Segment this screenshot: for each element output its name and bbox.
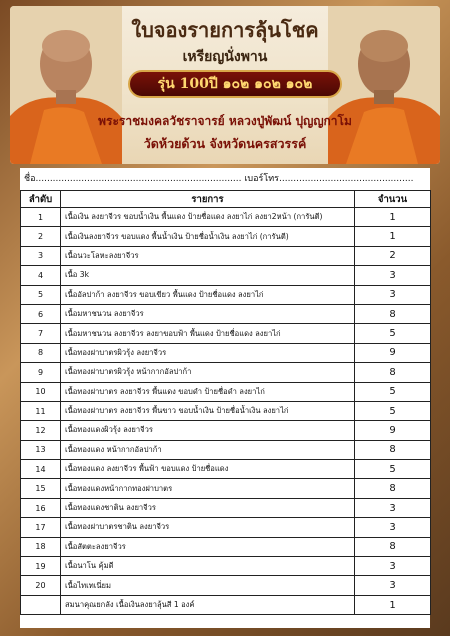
row-item: เนื้อทองฝาบาตรผิวรุ้ง หน้ากากอัลปาก้า	[61, 363, 355, 382]
row-quantity: 8	[355, 537, 431, 556]
row-item: เนื้อทองฝาบาตร ลงยาจีวร พื้นแดง ขอบดำ ป้ายชื่อดำ ลงยาไก่	[61, 382, 355, 401]
row-quantity: 9	[355, 343, 431, 362]
row-number: 2	[21, 227, 61, 246]
row-number: 11	[21, 401, 61, 420]
table-row	[21, 460, 431, 479]
table-row	[21, 595, 431, 614]
row-number: 6	[21, 304, 61, 323]
row-quantity: 2	[355, 246, 431, 265]
row-number: 3	[21, 246, 61, 265]
row-quantity: 3	[355, 576, 431, 595]
table-row	[21, 518, 431, 537]
table-row	[21, 479, 431, 498]
row-item: เนื้อมหาชนวน ลงยาจีวร	[61, 304, 355, 323]
table-row	[21, 557, 431, 576]
row-quantity: 5	[355, 382, 431, 401]
table-row	[21, 246, 431, 265]
monk-title: พระราชมงคลวัชราจารย์ หลวงปู่พัฒน์ ปุญญกาโม	[98, 114, 352, 128]
row-number: 16	[21, 498, 61, 517]
row-quantity: 3	[355, 518, 431, 537]
row-item: เนื้อทองแดง ลงยาจีวร พื้นฟ้า ขอบแดง ป้ายชื่อแดง	[61, 460, 355, 479]
row-quantity: 8	[355, 440, 431, 459]
row-number: 13	[21, 440, 61, 459]
row-item: เนื้อทองแดง หน้ากากอัลปาก้า	[61, 440, 355, 459]
table-header-row	[21, 191, 431, 208]
row-item: เนื้อทองแดงหน้ากากทองฝาบาตร	[61, 479, 355, 498]
row-quantity: 8	[355, 363, 431, 382]
table-row	[21, 440, 431, 459]
row-number: 17	[21, 518, 61, 537]
table-row	[21, 343, 431, 362]
table-row	[21, 285, 431, 304]
row-item: สมนาคุณยกลัง เนื้อเงินลงยาลุ้นสี 1 องค์	[61, 595, 355, 614]
table-row	[21, 576, 431, 595]
column-header-qty: จำนวน	[355, 191, 431, 208]
row-item: เนื้อทองฝาบาตร ลงยาจีวร พื้นขาว ขอบน้ำเงิน ป้ายชื่อน้ำเงิน ลงยาไก่	[61, 401, 355, 420]
row-quantity: 5	[355, 401, 431, 420]
table-row	[21, 421, 431, 440]
table-row	[21, 266, 431, 285]
document-title: ใบจองรายการลุ้นโชค	[131, 18, 319, 42]
row-number: 20	[21, 576, 61, 595]
row-quantity: 5	[355, 324, 431, 343]
row-item: เนื้อเงินลงยาจีวร ขอบแดง พื้นน้ำเงิน ป้ายชื่อน้ำเงิน ลงยาไก่ (การันตี)	[61, 227, 355, 246]
table-row	[21, 304, 431, 323]
order-table	[20, 190, 431, 615]
row-quantity: 8	[355, 304, 431, 323]
row-number: 5	[21, 285, 61, 304]
row-number: 18	[21, 537, 61, 556]
row-quantity: 8	[355, 479, 431, 498]
name-phone-field[interactable]: ชื่อ........................................................................ เบอร์โทร...............................................	[24, 174, 414, 184]
row-item: เนื้อนวะโลหะลงยาจีวร	[61, 246, 355, 265]
row-quantity: 3	[355, 498, 431, 517]
table-row	[21, 537, 431, 556]
table-row	[21, 498, 431, 517]
table-row	[21, 324, 431, 343]
header-panel	[10, 6, 440, 164]
row-number: 10	[21, 382, 61, 401]
row-number: 9	[21, 363, 61, 382]
temple-location: วัดห้วยด้วน จังหวัดนครสวรรค์	[143, 136, 307, 151]
column-header-item: รายการ	[61, 191, 355, 208]
row-quantity: 5	[355, 460, 431, 479]
row-quantity: 1	[355, 227, 431, 246]
row-number: 8	[21, 343, 61, 362]
row-item: เนื้อเงิน ลงยาจีวร ขอบน้ำเงิน พื้นแดง ป้ายชื่อแดง ลงยาไก่ ลงยา2หน้า (การันตี)	[61, 208, 355, 227]
row-quantity: 9	[355, 421, 431, 440]
table-row	[21, 401, 431, 420]
table-row	[21, 363, 431, 382]
edition-banner: รุ่น 100ปี ๑๐๒ ๑๐๒ ๑๐๒	[128, 70, 342, 98]
table-row	[21, 382, 431, 401]
table-row	[21, 208, 431, 227]
column-header-no: ลำดับ	[21, 191, 61, 208]
row-number: 12	[21, 421, 61, 440]
row-item: เนื้ออัลปาก้า ลงยาจีวร ขอบเขียว พื้นแดง ป้ายชื่อแดง ลงยาไก่	[61, 285, 355, 304]
row-number: 1	[21, 208, 61, 227]
table-row	[21, 227, 431, 246]
row-item: เนื้อทองแดงผิวรุ้ง ลงยาจีวร	[61, 421, 355, 440]
row-item: เนื้อมหาชนวน ลงยาจีวร ลงยาขอบฟ้า พื้นแดง ป้ายชื่อแดง ลงยาไก่	[61, 324, 355, 343]
row-item: เนื้อ 3k	[61, 266, 355, 285]
row-item: เนื้อนาโน คุ้มดี	[61, 557, 355, 576]
row-item: เนื้อทองฝาบาตรผิวรุ้ง ลงยาจีวร	[61, 343, 355, 362]
row-item: เนื้อสัตตะลงยาจีวร	[61, 537, 355, 556]
row-number: 7	[21, 324, 61, 343]
row-quantity: 1	[355, 595, 431, 614]
row-item: เนื้อทองแดงชาติน ลงยาจีวร	[61, 498, 355, 517]
row-number: 19	[21, 557, 61, 576]
row-item: เนื้อทองฝาบาตรชาติน ลงยาจีวร	[61, 518, 355, 537]
row-number	[21, 595, 61, 614]
row-item: เนื้อไทเทเนี่ยม	[61, 576, 355, 595]
amulet-name: เหรียญนั่งพาน	[182, 49, 268, 65]
row-number: 4	[21, 266, 61, 285]
row-quantity: 3	[355, 285, 431, 304]
row-quantity: 3	[355, 266, 431, 285]
row-number: 15	[21, 479, 61, 498]
row-quantity: 1	[355, 208, 431, 227]
row-quantity: 3	[355, 557, 431, 576]
row-number: 14	[21, 460, 61, 479]
order-sheet	[20, 168, 430, 628]
